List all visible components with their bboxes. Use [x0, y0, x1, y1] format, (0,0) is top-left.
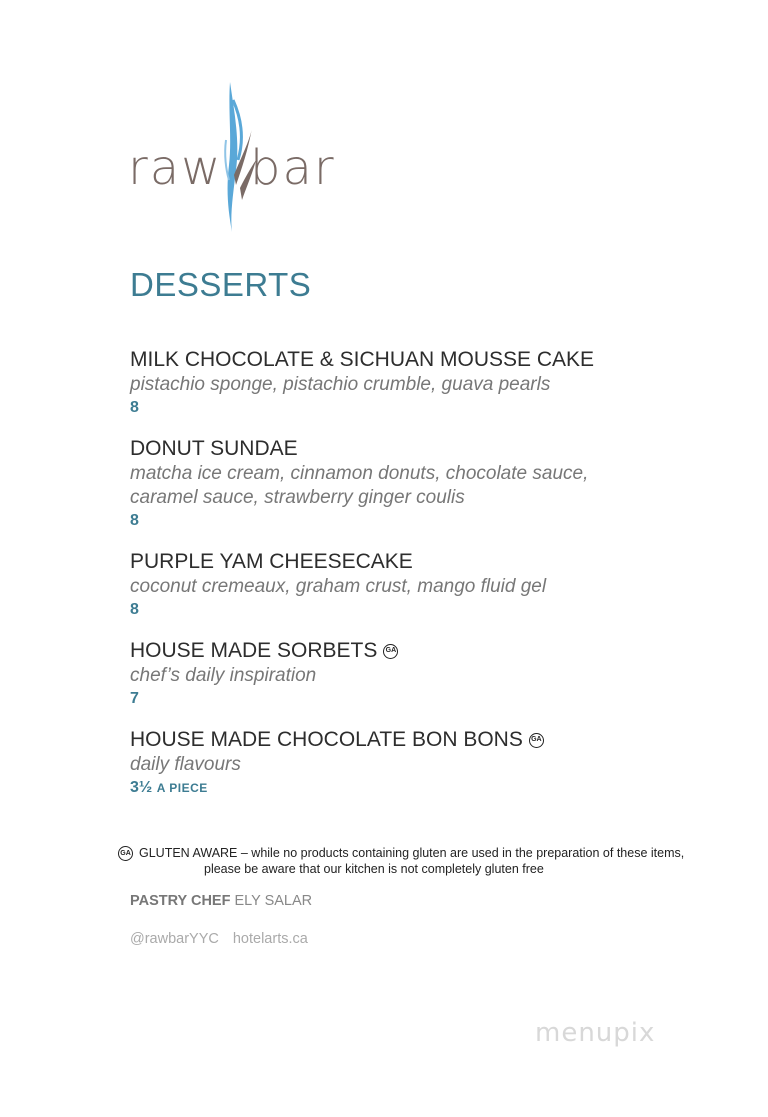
gluten-aware-note	[118, 845, 718, 877]
pastry-chef-credit	[130, 893, 312, 909]
menu-item-name-text: MILK CHOCOLATE & SICHUAN MOUSSE CAKE	[130, 348, 595, 371]
chef-name: ELY SALAR	[234, 893, 313, 909]
menu-item-price	[130, 510, 730, 532]
menu-item-name	[130, 638, 730, 664]
menu-item-price	[130, 688, 730, 710]
price-value: 8	[130, 399, 139, 416]
menu-item-description: pistachio sponge, pistachio crumble, guava pearls	[130, 374, 551, 395]
logo-word-raw: raw	[128, 140, 223, 196]
social-links	[130, 931, 308, 947]
menu-item-name-text: HOUSE MADE SORBETS	[130, 639, 378, 662]
dessert-list	[130, 347, 730, 816]
price-value: 8	[130, 601, 139, 618]
menu-item-description: matcha ice cream, cinnamon donuts, chocolate sauce,	[130, 463, 589, 484]
menu-item-price	[130, 777, 730, 799]
page-title: DESSERTS	[130, 266, 312, 303]
price-value: 3½	[130, 779, 153, 796]
price-unit: A PIECE	[156, 781, 208, 795]
menu-item-description: coconut cremeaux, graham crust, mango fluid gel	[130, 576, 547, 597]
menu-item-price	[130, 599, 730, 621]
menu-item	[130, 727, 730, 799]
social-handle: @rawbarYYC	[130, 931, 219, 947]
menu-item	[130, 347, 730, 419]
menu-item-name	[130, 347, 730, 373]
price-value: 8	[130, 512, 139, 529]
menu-item	[130, 638, 730, 710]
price-value: 7	[130, 690, 139, 707]
logo-word-bar: bar	[250, 140, 336, 196]
menu-item-description: daily flavours	[130, 754, 241, 775]
gluten-aware-badge-icon: GA	[383, 644, 398, 659]
gluten-note-line2: please be aware that our kitchen is not completely gluten free	[204, 862, 544, 877]
website-link: hotelarts.ca	[232, 931, 308, 947]
menu-item-price	[130, 397, 730, 419]
menu-item-name	[130, 727, 730, 753]
menu-item-name	[130, 436, 730, 462]
menupix-watermark: menupix	[535, 1018, 656, 1048]
menu-item-name-text: DONUT SUNDAE	[130, 437, 298, 460]
menu-item-name	[130, 549, 730, 575]
gluten-aware-badge-icon: GA	[529, 733, 544, 748]
menu-item	[130, 436, 730, 532]
menu-item	[130, 549, 730, 621]
gluten-note-line1: GLUTEN AWARE – while no products containing gluten are used in the preparation of these items,	[139, 846, 685, 860]
menu-item-name-text: PURPLE YAM CHEESECAKE	[130, 550, 413, 573]
menu-item-name-text: HOUSE MADE CHOCOLATE BON BONS	[130, 728, 523, 751]
raw-bar-logo	[128, 80, 378, 240]
gluten-aware-badge-icon: GA	[118, 846, 133, 861]
menu-item-description: chef’s daily inspiration	[130, 665, 317, 686]
menu-item-description: caramel sauce, strawberry ginger coulis	[130, 487, 465, 508]
chef-label: PASTRY CHEF	[130, 893, 231, 909]
